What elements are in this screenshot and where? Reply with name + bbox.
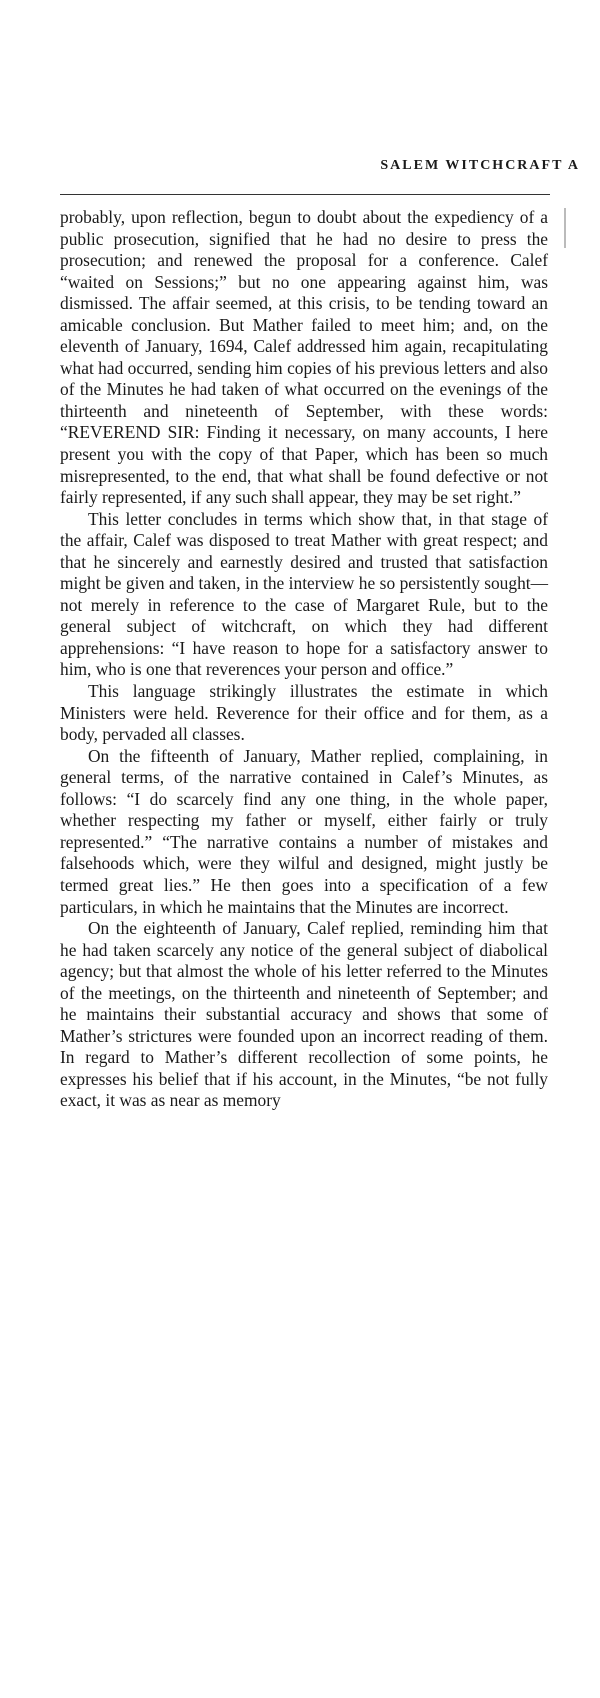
body-text [60, 207, 548, 1112]
paragraph-2: This letter concludes in terms which show that, in that stage of the affair, Calef was disposed to treat Mather with great respect; and that he sincerely and earnestly desired and trusted that satisfaction might be given and taken, in the interview he so persistently sought—not merely in reference to the case of Margaret Rule, but to the general subject of witchcraft, on which they had different apprehensions: “I have reason to hope for a satisfactory answer to him, who is one that reverences your person and office.” [60, 508, 548, 680]
paragraph-4: On the fifteenth of January, Mather replied, complaining, in general terms, of the narrative contained in Calef’s Minutes, as follows: “I do scarcely find any one thing, in the whole paper, whether respecting my father or myself, either fairly or truly represented.” “The narrative contains a number of mistakes and falsehoods which, were they wilful and designed, might justly be termed great lies.” He then goes into a specification of a few particulars, in which he maintains that the Minutes are incorrect. [60, 745, 548, 917]
paragraph-3: This language strikingly illustrates the estimate in which Ministers were held. Reverence for their office and for them, as a body, pervaded all classes. [60, 681, 548, 745]
paragraph-5: On the eighteenth of January, Calef replied, reminding him that he had taken scarcely any notice of the general subject of diabolical agency; but that almost the whole of his letter referred to the Minutes of the meetings, on the thirteenth and nineteenth of September; and he maintains their substantial accuracy and shows that some of Mather’s strictures were founded upon an incorrect reading of them. In regard to Mather’s different recollection of some points, he expresses his belief that if his account, in the Minutes, “be not fully exact, it was as near as memory [60, 918, 548, 1111]
margin-mark [564, 208, 566, 248]
running-head: SALEM WITCHCRAFT A [380, 158, 580, 173]
paragraph-1: probably, upon reflection, begun to doubt about the expediency of a public prosecution, signified that he had no desire to press the prosecution; and renewed the proposal for a conference. Calef “waited on Sessions;” but no one appearing against him, was dismissed. The affair seemed, at this crisis, to be tending toward an amicable conclusion. But Mather failed to meet him; and, on the eleventh of January, 1694, Calef addressed him again, recapitulating what had occurred, sending him copies of his previous letters and also of the Minutes he had taken of what occurred on the evenings of the thirteenth and nineteenth of September, with these words: “REVEREND SIR: Finding it necessary, on many accounts, I here present you with the copy of that Paper, which has been so much misrepresented, to the end, that what shall be found defective or not fairly represented, if any such shall appear, they may be set right.” [60, 207, 548, 508]
header-rule [60, 194, 550, 195]
